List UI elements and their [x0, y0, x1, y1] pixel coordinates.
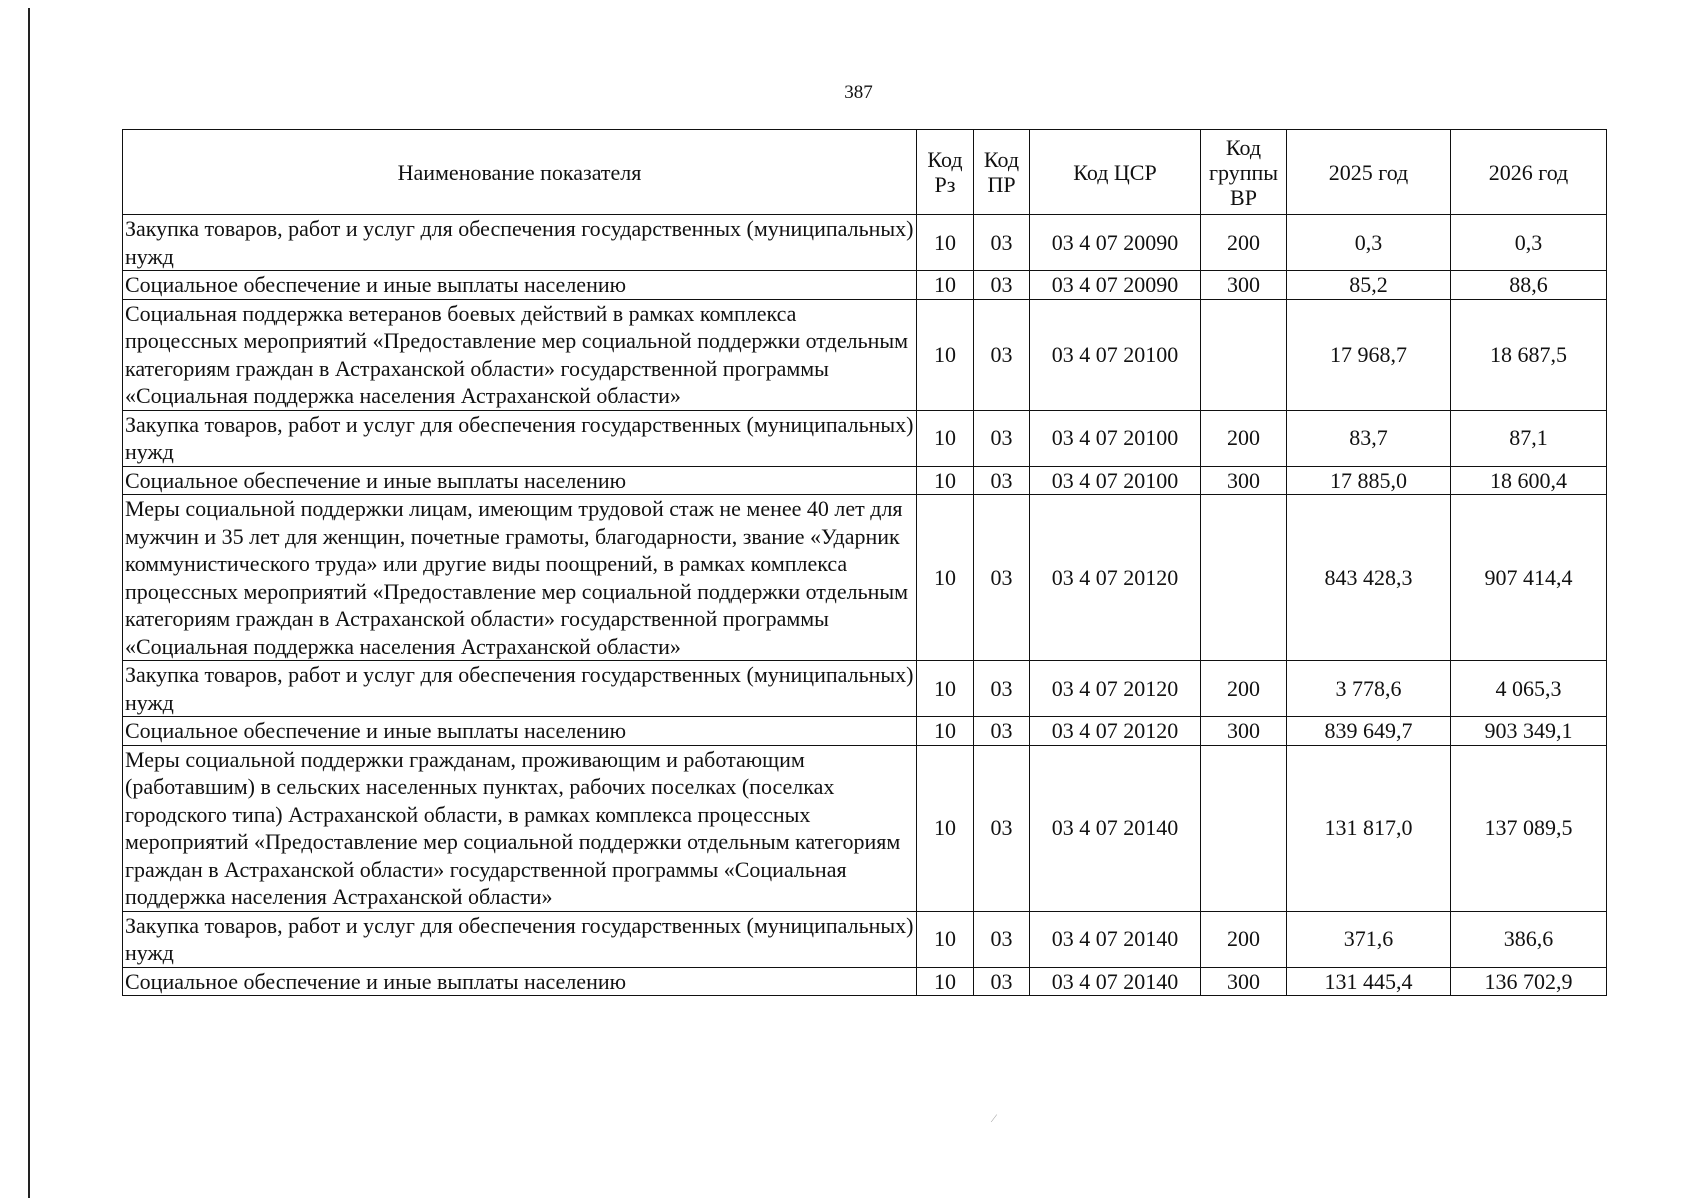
- cell-rz: 10: [917, 495, 974, 661]
- table-row: [123, 410, 1607, 466]
- cell-rz: 10: [917, 717, 974, 746]
- cell-pr: 03: [974, 717, 1030, 746]
- cell-rz: 10: [917, 911, 974, 967]
- cell-name: Меры социальной поддержки гражданам, проживающим и работающим (работавшим) в сельских населенных пунктах, рабочих поселках (поселках городского типа) Астраханской области, в рамках комплекса процессных мероприятий «Предоставление мер социальной поддержки отдельным категориям граждан в Астраханской области» государственной программы «Социальная поддержка населения Астраханской области»: [123, 745, 917, 911]
- cell-rz: 10: [917, 410, 974, 466]
- cell-name: Закупка товаров, работ и услуг для обеспечения государственных (муниципальных) нужд: [123, 215, 917, 271]
- cell-csr: 03 4 07 20140: [1030, 967, 1201, 996]
- cell-name: Меры социальной поддержки лицам, имеющим трудовой стаж не менее 40 лет для мужчин и 35 лет для женщин, почетные грамоты, благодарности, звание «Ударник коммунистического труда» или другие виды поощрений, в рамках комплекса процессных мероприятий «Предоставление мер социальной поддержки отдельным категориям граждан в Астраханской области» государственной программы «Социальная поддержка населения Астраханской области»: [123, 495, 917, 661]
- cell-vr: 200: [1201, 661, 1287, 717]
- cell-2025: 83,7: [1287, 410, 1451, 466]
- cell-csr: 03 4 07 20100: [1030, 466, 1201, 495]
- table-row: [123, 466, 1607, 495]
- table-row: [123, 717, 1607, 746]
- cell-pr: 03: [974, 271, 1030, 300]
- cell-rz: 10: [917, 299, 974, 410]
- table-row: [123, 215, 1607, 271]
- cell-pr: 03: [974, 215, 1030, 271]
- cell-2025: 85,2: [1287, 271, 1451, 300]
- cell-2026: 137 089,5: [1451, 745, 1607, 911]
- cell-csr: 03 4 07 20140: [1030, 911, 1201, 967]
- cell-pr: 03: [974, 410, 1030, 466]
- cell-name: Закупка товаров, работ и услуг для обеспечения государственных (муниципальных) нужд: [123, 410, 917, 466]
- cell-2025: 17 885,0: [1287, 466, 1451, 495]
- header-2026: 2026 год: [1451, 130, 1607, 215]
- cell-2025: 3 778,6: [1287, 661, 1451, 717]
- cell-vr: 200: [1201, 410, 1287, 466]
- header-2025: 2025 год: [1287, 130, 1451, 215]
- cell-rz: 10: [917, 661, 974, 717]
- header-csr: Код ЦСР: [1030, 130, 1201, 215]
- cell-pr: 03: [974, 661, 1030, 717]
- cell-2026: 4 065,3: [1451, 661, 1607, 717]
- cell-2026: 87,1: [1451, 410, 1607, 466]
- cell-vr: 300: [1201, 271, 1287, 300]
- cell-vr: [1201, 299, 1287, 410]
- header-pr: Код ПР: [974, 130, 1030, 215]
- cell-2025: 843 428,3: [1287, 495, 1451, 661]
- header-vr: Код группы ВР: [1201, 130, 1287, 215]
- cell-2025: 839 649,7: [1287, 717, 1451, 746]
- table-row: [123, 495, 1607, 661]
- cell-pr: 03: [974, 745, 1030, 911]
- scan-edge-line: [28, 8, 30, 1198]
- header-name: Наименование показателя: [123, 130, 917, 215]
- cell-csr: 03 4 07 20100: [1030, 410, 1201, 466]
- cell-name: Закупка товаров, работ и услуг для обеспечения государственных (муниципальных) нужд: [123, 911, 917, 967]
- cell-csr: 03 4 07 20120: [1030, 717, 1201, 746]
- cell-vr: [1201, 495, 1287, 661]
- cell-2026: 18 687,5: [1451, 299, 1607, 410]
- table-row: [123, 745, 1607, 911]
- cell-vr: 300: [1201, 466, 1287, 495]
- cell-vr: [1201, 745, 1287, 911]
- cell-2026: 386,6: [1451, 911, 1607, 967]
- table-row: [123, 967, 1607, 996]
- budget-table: [122, 129, 1607, 996]
- cell-2025: 0,3: [1287, 215, 1451, 271]
- page-number: 387: [844, 82, 873, 103]
- cell-2026: 88,6: [1451, 271, 1607, 300]
- cell-pr: 03: [974, 299, 1030, 410]
- cell-2025: 371,6: [1287, 911, 1451, 967]
- scan-speck: ⁄: [993, 1111, 996, 1125]
- cell-vr: 300: [1201, 717, 1287, 746]
- table-row: [123, 661, 1607, 717]
- cell-vr: 200: [1201, 911, 1287, 967]
- cell-2026: 907 414,4: [1451, 495, 1607, 661]
- cell-rz: 10: [917, 215, 974, 271]
- cell-rz: 10: [917, 271, 974, 300]
- cell-csr: 03 4 07 20100: [1030, 299, 1201, 410]
- cell-csr: 03 4 07 20090: [1030, 271, 1201, 300]
- cell-name: Закупка товаров, работ и услуг для обеспечения государственных (муниципальных) нужд: [123, 661, 917, 717]
- cell-csr: 03 4 07 20120: [1030, 661, 1201, 717]
- cell-rz: 10: [917, 967, 974, 996]
- cell-csr: 03 4 07 20140: [1030, 745, 1201, 911]
- table-row: [123, 271, 1607, 300]
- cell-name: Социальное обеспечение и иные выплаты населению: [123, 466, 917, 495]
- cell-rz: 10: [917, 745, 974, 911]
- cell-2025: 17 968,7: [1287, 299, 1451, 410]
- cell-2026: 903 349,1: [1451, 717, 1607, 746]
- cell-2026: 18 600,4: [1451, 466, 1607, 495]
- cell-2026: 0,3: [1451, 215, 1607, 271]
- cell-2026: 136 702,9: [1451, 967, 1607, 996]
- cell-pr: 03: [974, 911, 1030, 967]
- cell-name: Социальное обеспечение и иные выплаты населению: [123, 717, 917, 746]
- cell-rz: 10: [917, 466, 974, 495]
- cell-name: Социальное обеспечение и иные выплаты населению: [123, 967, 917, 996]
- cell-pr: 03: [974, 466, 1030, 495]
- cell-pr: 03: [974, 495, 1030, 661]
- table-header-row: [123, 130, 1607, 215]
- cell-csr: 03 4 07 20090: [1030, 215, 1201, 271]
- cell-name: Социальное обеспечение и иные выплаты населению: [123, 271, 917, 300]
- cell-2025: 131 817,0: [1287, 745, 1451, 911]
- cell-vr: 300: [1201, 967, 1287, 996]
- table-row: [123, 911, 1607, 967]
- table-row: [123, 299, 1607, 410]
- cell-name: Социальная поддержка ветеранов боевых действий в рамках комплекса процессных мероприятий «Предоставление мер социальной поддержки отдельным категориям граждан в Астраханской области» государственной программы «Социальная поддержка населения Астраханской области»: [123, 299, 917, 410]
- header-rz: Код Рз: [917, 130, 974, 215]
- cell-pr: 03: [974, 967, 1030, 996]
- cell-csr: 03 4 07 20120: [1030, 495, 1201, 661]
- cell-2025: 131 445,4: [1287, 967, 1451, 996]
- cell-vr: 200: [1201, 215, 1287, 271]
